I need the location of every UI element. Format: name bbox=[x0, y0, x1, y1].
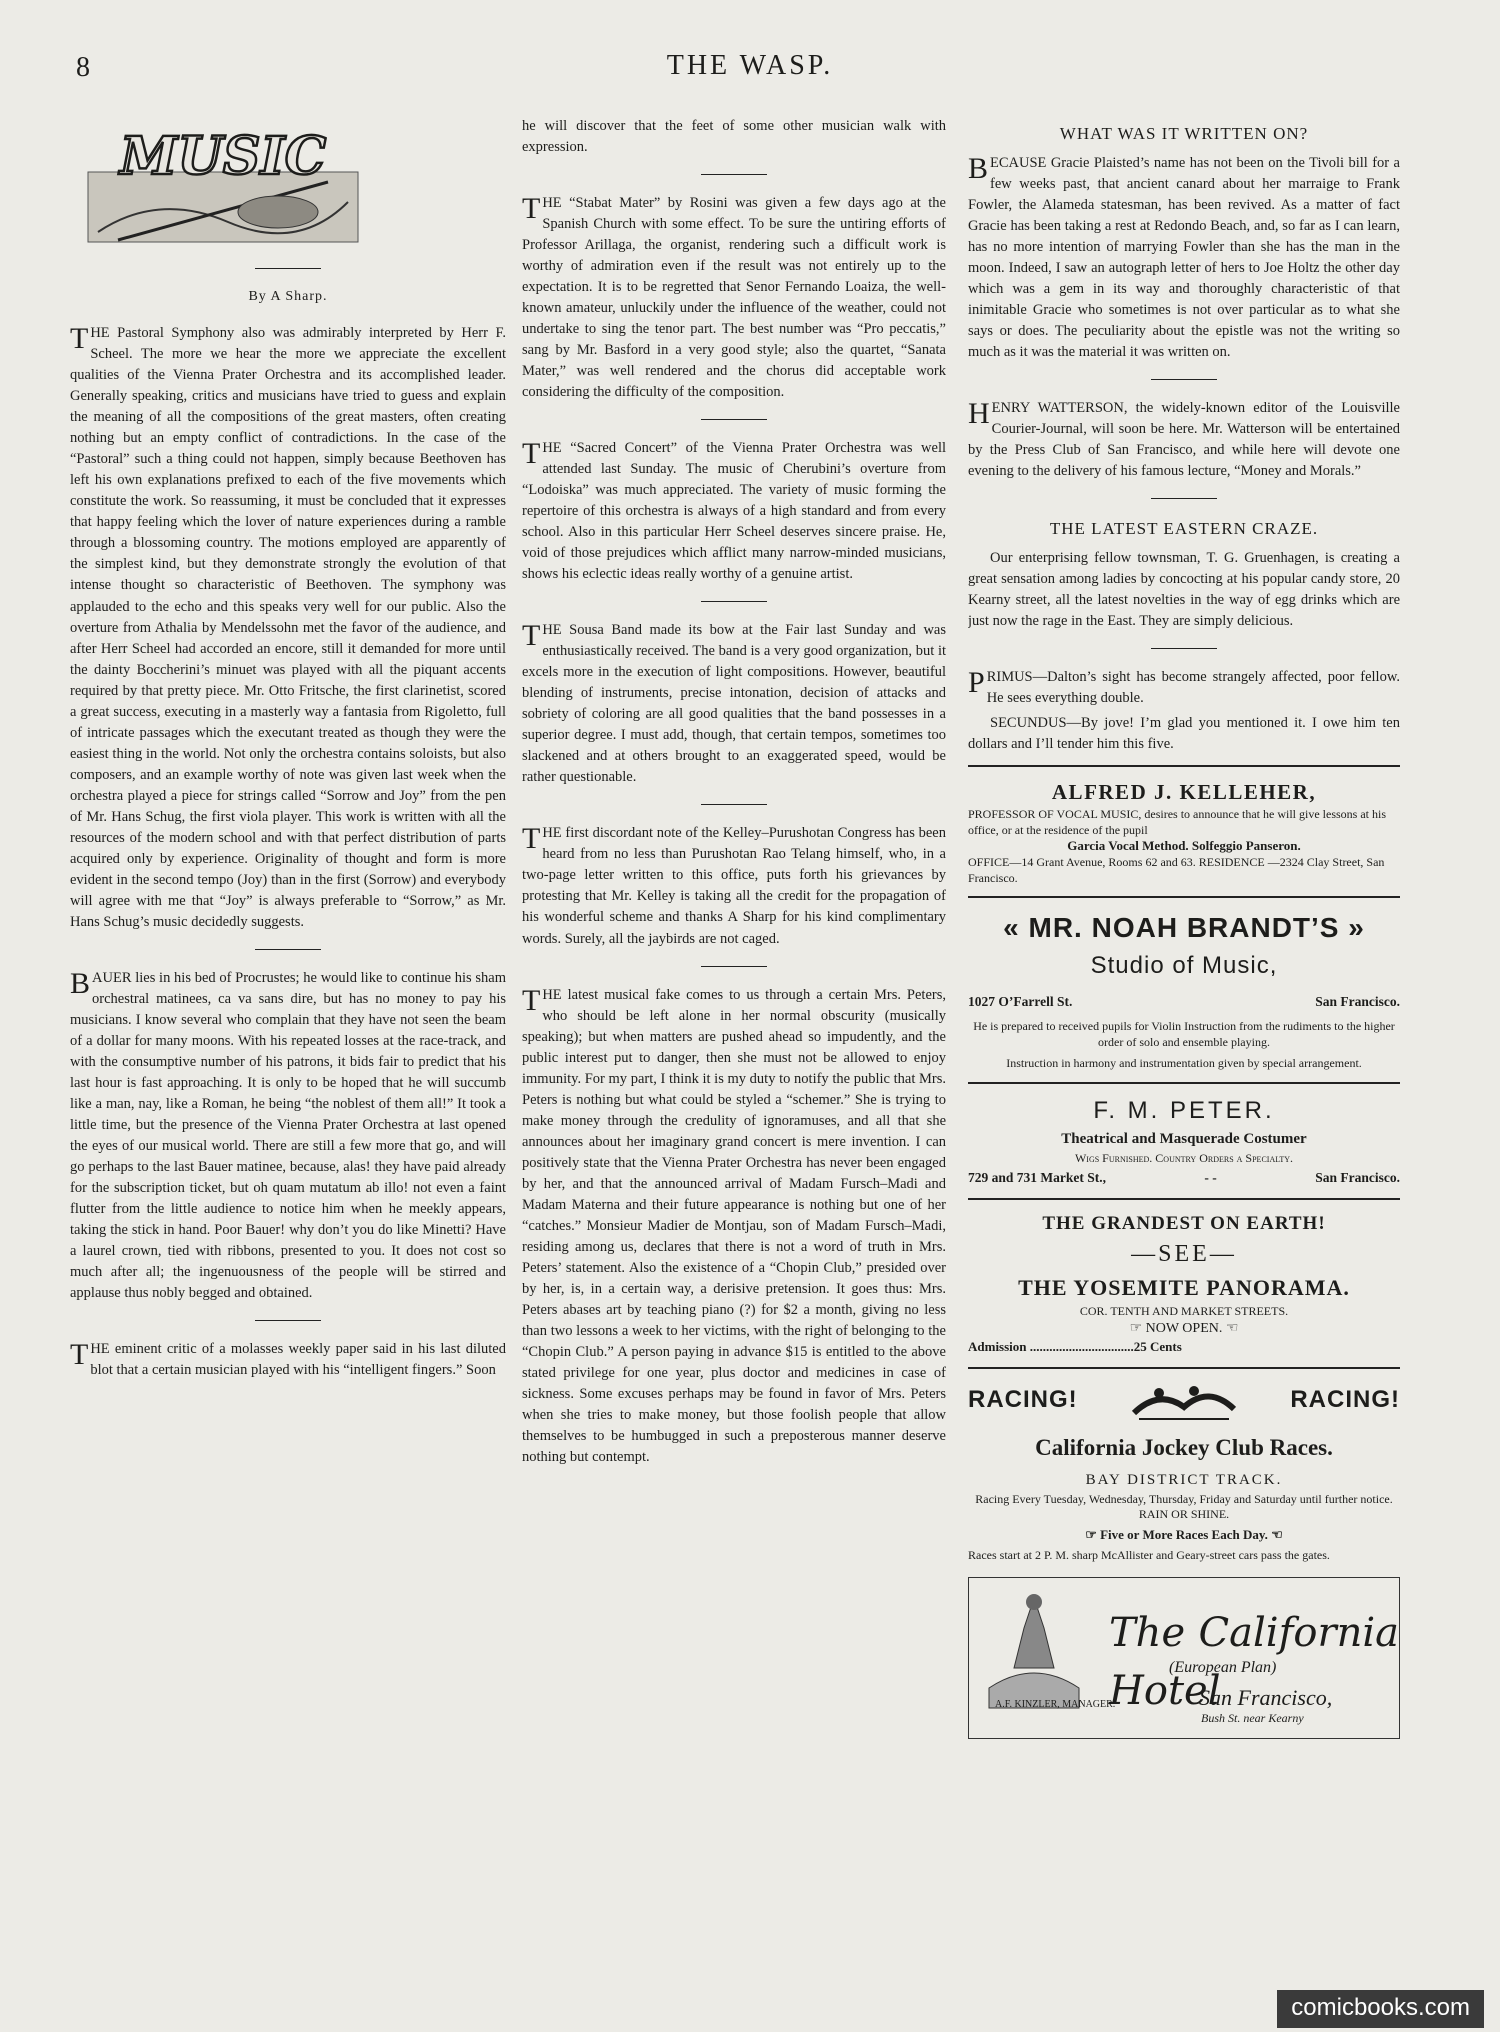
ad-kelleher-line1: PROFESSOR OF VOCAL MUSIC, desires to announce that he will give lessons at his office, or at the residence of the pupil bbox=[968, 807, 1387, 837]
ad-jockey-club bbox=[968, 1379, 1400, 1564]
ad-kelleher-title: ALFRED J. KELLEHER, bbox=[1051, 779, 1317, 804]
ad-jockey-title: California Jockey Club Races. bbox=[1035, 1434, 1333, 1460]
article-watterson: HENRY WATTERSON, the widely-known editor of the Louisville Courier-Journal, will soon be here. Mr. Watterson will be entertained by the Press Club of San Francisco, and while here will devote one evening to the delivery of his famous lecture, “Money and Morals.” bbox=[968, 396, 1400, 479]
divider bbox=[255, 1320, 321, 1321]
ad-brandt-line2: Instruction in harmony and instrumentation given by special arrangement. bbox=[1006, 1056, 1362, 1071]
ad-divider bbox=[968, 896, 1400, 898]
article-sousa-band: THE Sousa Band made its bow at the Fair last Sunday and was enthusiastically received. The band is a very good organization, but it excels more in the execution of light compositions. However, beautiful blending of instruments, precise intonation, decision of attacks and sobriety of coloring are all good qualities that the band possesses in a superior degree. I must add, though, that certain tempos, sometimes too slackened and at others brought to an exaggerated speed, would be rather questionable. bbox=[522, 619, 946, 786]
ad-jockey-line3: Races start at 2 P. M. sharp McAllister and Geary-street cars pass the gates. bbox=[968, 1547, 1330, 1562]
ad-brandt-title: « MR. NOAH BRANDT’S » bbox=[1003, 912, 1365, 944]
column-1 bbox=[70, 112, 506, 1972]
ad-divider bbox=[968, 1082, 1400, 1084]
ad-yosemite-open: ☞ NOW OPEN. ☜ bbox=[1129, 1320, 1239, 1336]
masthead-title: THE WASP. bbox=[666, 50, 834, 81]
ad-yosemite bbox=[968, 1210, 1400, 1357]
ad-kelleher-address: OFFICE—14 Grant Avenue, Rooms 62 and 63. RESIDENCE —2324 Clay Street, San Francisco. bbox=[968, 855, 1385, 885]
ad-peter-sub: Theatrical and Masquerade Costumer bbox=[1061, 1130, 1307, 1147]
hotel-manager: A.F. KINZLER, MANAGER. bbox=[995, 1699, 1116, 1711]
ad-racing-right: RACING! bbox=[1290, 1386, 1400, 1414]
article-congress: THE first discordant note of the Kelley–Purushotan Congress has been heard from no less than Purushotan Rao Telang himself, who, in a two-page letter written to this office, puts forth his grievances by protesting that Mr. Kelley is taking all the credit for the propagation of his wonderful scheme and thanks A Sharp for his kind complimentary words. Surely, all the jaybirds are not caged. bbox=[522, 822, 946, 947]
ad-brandt-line1: He is prepared to received pupils for Violin Instruction from the rudiments to the higher order of solo and ensemble playing. bbox=[973, 1019, 1395, 1049]
ad-yosemite-see: —SEE— bbox=[1131, 1241, 1237, 1268]
ad-brandt bbox=[968, 908, 1400, 1072]
article-critic: THE eminent critic of a molasses weekly paper said in his last diluted blot that a certain musician played with his “intelligent fingers.” Soon bbox=[70, 1338, 506, 1379]
ad-divider bbox=[968, 765, 1400, 767]
ad-peter bbox=[968, 1094, 1400, 1188]
ad-kelleher bbox=[968, 777, 1400, 887]
ad-yosemite-name: THE YOSEMITE PANORAMA. bbox=[1018, 1275, 1350, 1301]
byline: By A Sharp. bbox=[248, 289, 328, 304]
article-sacred-concert: THE “Sacred Concert” of the Vienna Prater Orchestra was well attended last Sunday. The music of Cherubini’s overture from “Lodoiska” was much appreciated. The variety of music forming the repertoire of this orchestra is always of a high standard and from every school. Also in this particular Herr Scheel deserves sincere praise. He, void of those prejudices which afflict many narrow-minded musicians, shows his eclectic ideas really worthy of a genuine artist. bbox=[522, 437, 946, 583]
ad-yosemite-location: COR. TENTH AND MARKET STREETS. bbox=[1079, 1304, 1289, 1318]
ad-california-hotel bbox=[968, 1577, 1400, 1739]
divider bbox=[701, 419, 767, 420]
joke-secundus: SECUNDUS—By jove! I’m glad you mentioned it. I owe him ten dollars and I’ll tender him this five. bbox=[968, 714, 1400, 752]
article-bauer: BAUER lies in his bed of Procrustes; he would like to continue his sham orchestral matinees, ca va sans dire, but has no money to pay his musicians. I know several who complain that they have not seen the beam of a dollar for many moons. With his repeated losses at the race-track, and with the consumptive number of his patrons, it bids fair to predict that his last hour is fast approaching. It is only to be hoped that he will succumb like a man, nay, like a Roman, he being “the noblest of them all!” It took a little time, but the presence of the Vienna Prater Orchestra at last opened the eyes of our musical world. There are still a few more that go, and will go perhaps to the last Bauer matinee, because, alas! they have paid already for the subscription ticket, but oh quam mutatum ab illo! not even a faint flutter from the little audience to notice him when he meekly appears, taking the stick in hand. Poor Bauer! why don’t you do like Minetti? Have a laurel crown, tied with ribbons, presented to you. It does not cost so much after all; the ingenuousness of the people will be stirred and applause thus nobly begged and obtained. bbox=[70, 966, 506, 1301]
article-musical-fake: THE latest musical fake comes to us through a certain Mrs. Peters, who should be left alone in her normal obscurity (musically speaking); but when matters are pushed ahead so impudently, and the public interest put to danger, then she must not be allowed to enjoy immunity. For my part, I think it is my duty to notify the public that Mrs. Peters is nothing but what could be styled a “schemer.” She is trying to make money through the credulity of ignoramuses, and all that she announces about her imaginary grand concert is mere invention. I can positively state that the Vienna Prater Orchestra has never been engaged by her, and that the announced arrival of Madam Fursch–Madi and Madam Materna and their future appearance is nothing but one of her “catches.” Monsieur Madier de Montjau, son of Madam Fursch–Madi, residing among us, declares that there is not a word of truth in Mrs. Peters’ statement. Also the existence of a “Chopin Club,” presided over by her, is, in a certain way, a derisive pretension. It goes thus: Mrs. Peters abases art by teaching piano (?) for $2 a month, giving no less than two lessons a week to her victims, with the right of belonging to the “Chopin Club.” A person paying in advance $15 is entitled to the above stated privilege for one year, plus doctor and medicines in case of sickness. Some excuses perhaps may be found in favor of Mrs. Peters when she tries to make money, but those foolish people that allow themselves to be humbugged in such a preposterous manner deserve nothing but contempt. bbox=[522, 983, 946, 1465]
divider bbox=[255, 268, 321, 269]
column-3 bbox=[968, 118, 1400, 1978]
article-critic-cont: he will discover that the feet of some other musician walk with expression. bbox=[522, 118, 946, 156]
ad-peter-title: F. M. PETER. bbox=[1093, 1097, 1275, 1125]
ad-jockey-track: BAY DISTRICT TRACK. bbox=[1085, 1471, 1283, 1488]
ad-brandt-subtitle: Studio of Music, bbox=[1090, 951, 1278, 979]
divider bbox=[701, 174, 767, 175]
joke-primus: PRIMUS—Dalton’s sight has become strangely affected, poor fellow. He sees everything double. bbox=[968, 665, 1400, 706]
hotel-street: Bush St. near Kearny bbox=[1201, 1711, 1304, 1726]
watermark: comicbooks.com bbox=[1277, 1990, 1484, 2028]
ad-brandt-address: 1027 O’Farrell St. bbox=[968, 993, 1073, 1009]
heading-written-on: WHAT WAS IT WRITTEN ON? bbox=[1059, 124, 1309, 143]
page-number: 8 bbox=[76, 52, 90, 83]
article-pastoral: THE Pastoral Symphony also was admirably interpreted by Herr F. Scheel. The more we hear the more we appreciate the excellent qualities of the Vienna Prater Orchestra and its accomplished leader. Generally speaking, critics and musicians have tried to guess and explain the meaning of all the compositions of the great masters, often creating nothing but an empty conflict of contradictions. In the case of the “Pastoral” such a thing could not happen, simply because Beethoven has left his own explanations prefixed to each of the five movements which constitute the work. So reassuming, it must be concluded that it expresses that happy feeling which the lover of nature experiences during a ramble through a blossoming country. The motions employed are apparently of the simplest kind, but they demonstrate strongly the evolution of that intense thought so characteristic of Beethoven. The symphony was applauded to the echo and this speaks very well for our public. Also the overture from Athalia by Mendelssohn met the favor of the audience, and after Herr Scheel had accorded an encore, still it demanded for more until the dainty Boccherini’s minuet was played with all the piquant accents required by that pretty piece. Mr. Otto Fritsche, the first clarinetist, scored a great success, executing in a masterly way a fantasia from Rigoletto, full of intricate passages which the executant treated as though they were the easiest thing in the world. Not only the orchestra contains soloists, but also composers, and an example worthy of note was given last week when the orchestra played a piece for strings called “Sorrow and Joy” from the pen of Mr. Hans Schug, the first viola player. This work is written with all the resources of the modern school and with that perfect distribution of parts acquired only by experience. Originality of thought and form is more evident in the second tempo (Joy) than in the first (Sorrow) and everybody will agree with me that “Joy” is always preferable to “Sorrow,” as Mr. Hans Schug’s music decidedly suggests. bbox=[70, 322, 506, 930]
ad-jockey-line2: ☞ Five or More Races Each Day. ☜ bbox=[1085, 1526, 1283, 1542]
horse-race-icon bbox=[1129, 1379, 1239, 1423]
heading-eastern-craze: THE LATEST EASTERN CRAZE. bbox=[1049, 518, 1319, 538]
ad-yosemite-admission: Admission ................................25 Cents bbox=[968, 1338, 1182, 1354]
hotel-plan: (European Plan) bbox=[1169, 1659, 1277, 1677]
ad-yosemite-title: THE GRANDEST ON EARTH! bbox=[1042, 1212, 1326, 1234]
ad-racing-left: RACING! bbox=[968, 1386, 1078, 1414]
music-logo-text: MUSIC bbox=[119, 126, 327, 187]
article-stabat-mater: THE “Stabat Mater” by Rosini was given a few days ago at the Spanish Church with some effect. To be sure the untiring efforts of Professor Arillaga, the organist, rendering such a difficult work is worthy of admiration even if the result was not entirely up to the expectation. It is to be regretted that Senor Fernando Loaiza, the well-known amateur, unluckily under the influence of the weather, could not undertake to sing the tenor part. The best number was “Pro peccatis,” sang by Mr. Basford in a very good style; also the quartet, “Sanata Mater,” was well rendered and the chorus did acceptable work considering the difficulty of the composition. bbox=[522, 192, 946, 401]
divider bbox=[701, 601, 767, 602]
ad-kelleher-method: Garcia Vocal Method. Solfeggio Panseron. bbox=[1067, 838, 1301, 854]
hotel-city: San Francisco, bbox=[1199, 1685, 1333, 1711]
ad-divider bbox=[968, 1367, 1400, 1369]
ad-divider bbox=[968, 1198, 1400, 1200]
divider bbox=[701, 966, 767, 967]
ad-peter-address: 729 and 731 Market St., bbox=[968, 1170, 1106, 1186]
divider bbox=[1151, 648, 1217, 649]
article-gracie: BECAUSE Gracie Plaisted’s name has not been on the Tivoli bill for a few weeks past, that ancient canard about her marraige to Frank Fowler, the Alameda statesman, has been revived. As a matter of fact Gracie has been taking a rest at Redondo Beach, and, so far as I can learn, has no more intention of marrying Fowler than she has the man in the moon. Indeed, I saw an autograph letter of hers to Joe Holtz the other day which was a gem in its way and thoroughly characteristic of that inimitable Gracie who sometimes is not over particular as to what she says or does. The peculiarity about the epistle was not the writing so much as it was the material it was written on. bbox=[968, 151, 1400, 360]
divider bbox=[1151, 498, 1217, 499]
hotel-name: The California Hotel bbox=[1109, 1610, 1399, 1715]
ad-jockey-line1: Racing Every Tuesday, Wednesday, Thursday, Friday and Saturday until further notice. RAIN OR SHINE. bbox=[975, 1491, 1393, 1522]
column-2 bbox=[522, 116, 946, 1936]
music-logo bbox=[78, 112, 368, 252]
ad-brandt-city: San Francisco. bbox=[1315, 993, 1400, 1009]
article-eastern-craze: Our enterprising fellow townsman, T. G. Gruenhagen, is creating a great sensation among ladies by concocting at his popular candy store, 20 Kearny street, all the latest novelties in the way of egg drinks which are just now the rage in the East. They are simply delicious. bbox=[968, 549, 1400, 629]
divider bbox=[1151, 379, 1217, 380]
ad-peter-line1: Wigs Furnished. Country Orders a Specialty. bbox=[1074, 1150, 1294, 1165]
ad-peter-dash: - - bbox=[1204, 1170, 1217, 1186]
ad-peter-city: San Francisco. bbox=[1315, 1170, 1400, 1186]
divider bbox=[255, 949, 321, 950]
divider bbox=[701, 804, 767, 805]
